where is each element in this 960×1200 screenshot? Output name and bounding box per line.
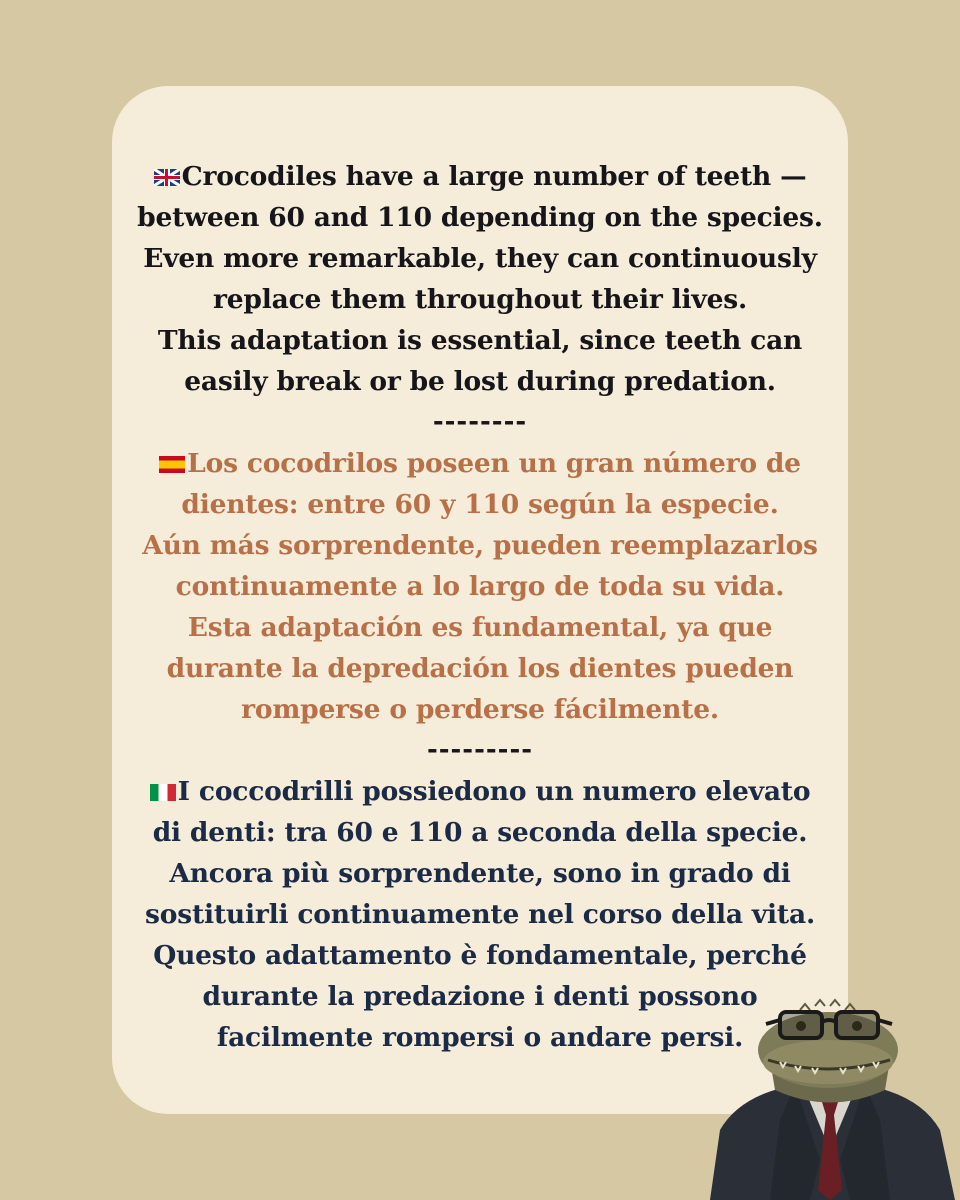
separator-2: --------- (426, 735, 534, 765)
separator-1: -------- (432, 407, 528, 437)
spain-flag-icon (159, 456, 185, 473)
spanish-paragraph (112, 443, 848, 730)
uk-flag-icon (154, 169, 180, 186)
italian-text: I coccodrilli possiedono un numero elevato di denti: tra 60 e 110 a seconda della specie. Ancora più sorprendente, sono in grado di sostituirli continuamente nel corso della vita. Questo adattamento è fondamentale, perché durante la predazione i denti possono facilmente rompersi o andare persi. (145, 776, 815, 1053)
crocodile-mascot-illustration (700, 990, 960, 1200)
info-card (112, 86, 848, 1114)
english-paragraph (112, 156, 848, 402)
english-text: Crocodiles have a large number of teeth — between 60 and 110 depending on the species. Even more remarkable, they can continuously replace them throughout their lives. This adaptation is essential, since teeth can easily break or be lost during predation. (137, 161, 823, 397)
italy-flag-icon (150, 784, 176, 801)
spanish-text: Los cocodrilos poseen un gran número de dientes: entre 60 y 110 según la especie. Aún más sorprendente, pueden reemplazarlos continuamente a lo largo de toda su vida. Esta adaptación es fundamental, ya que durante la depredación los dientes pueden romperse o perderse fácilmente. (142, 448, 818, 725)
